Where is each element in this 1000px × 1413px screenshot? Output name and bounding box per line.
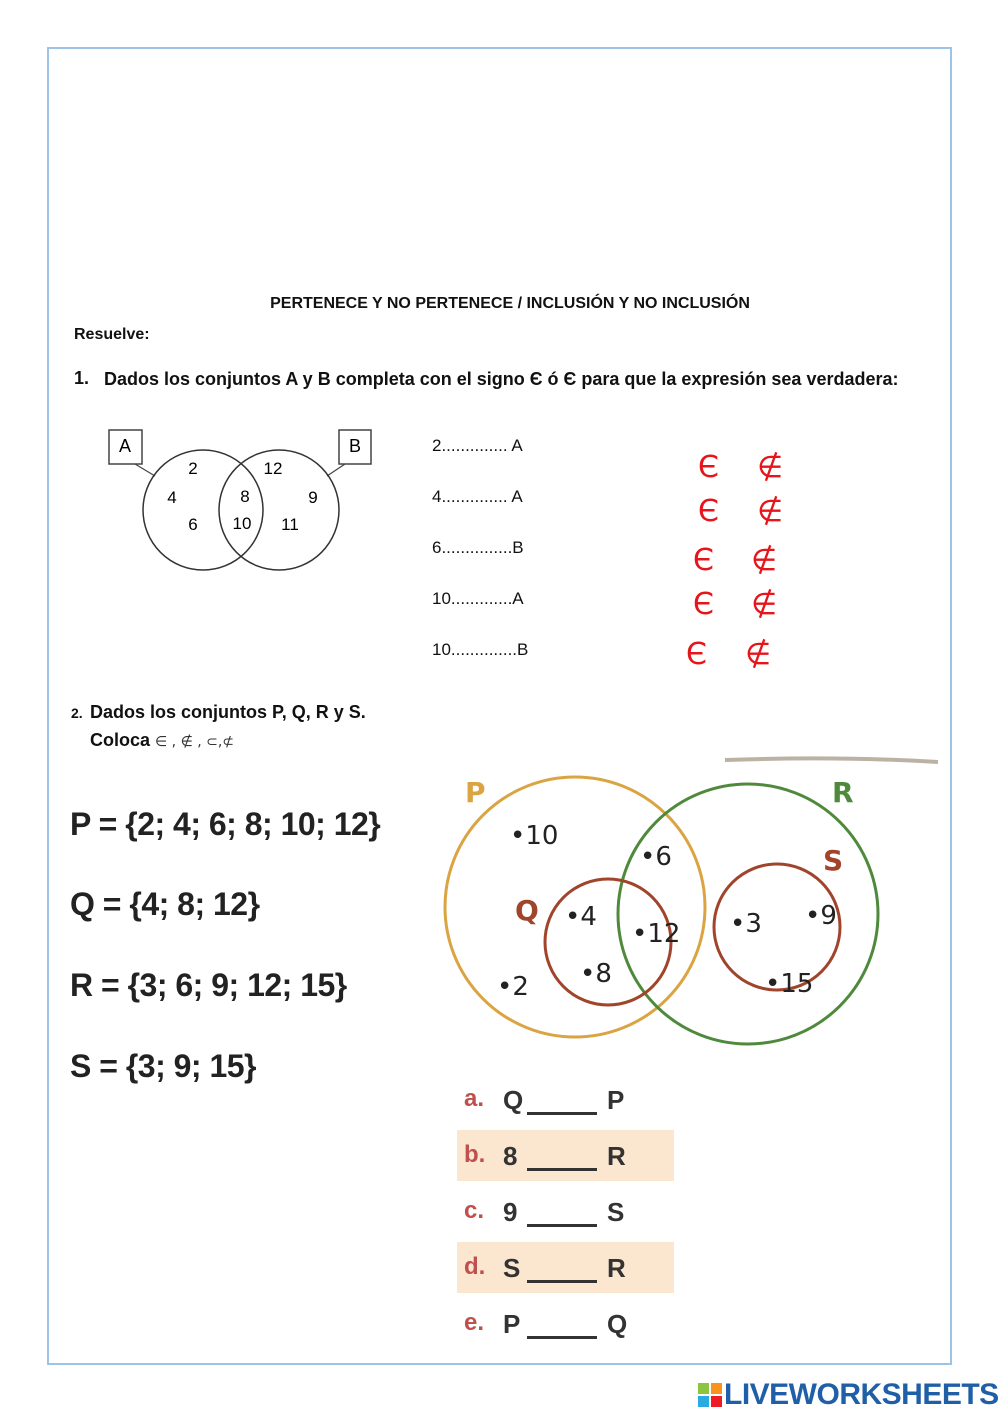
answer-row-d bbox=[457, 1242, 674, 1293]
set-s-definition: S = {3; 9; 15} bbox=[70, 1048, 256, 1084]
venn-element: •10 bbox=[510, 821, 559, 851]
question-1-text: Dados los conjuntos A y B completa con el signo Є ó Є para que la expresión sea verdadera: bbox=[104, 369, 899, 389]
venn-b-element: 11 bbox=[281, 515, 299, 534]
answer-right: R bbox=[607, 1253, 626, 1283]
set-q-definition: Q = {4; 8; 12} bbox=[70, 886, 260, 922]
venn-diagram-ab bbox=[105, 428, 375, 573]
instruction: Resuelve: bbox=[74, 326, 150, 343]
question-2-instruction bbox=[90, 730, 234, 751]
option-not-belongs[interactable]: ∉ bbox=[757, 450, 784, 485]
label-q: Q bbox=[515, 894, 539, 927]
liveworksheets-logo-icon bbox=[698, 1383, 722, 1407]
venn-element: •8 bbox=[580, 959, 612, 989]
answer-left: 8 bbox=[503, 1141, 518, 1171]
option-not-belongs[interactable]: ∉ bbox=[751, 543, 778, 578]
venn-element: •4 bbox=[565, 902, 597, 932]
label-s: S bbox=[823, 844, 844, 877]
brand-logo[interactable] bbox=[698, 1378, 999, 1412]
answer-letter: b. bbox=[464, 1141, 486, 1168]
venn-a-element: 2 bbox=[188, 459, 198, 478]
answer-left: S bbox=[503, 1253, 521, 1283]
option-not-belongs[interactable]: ∉ bbox=[751, 587, 778, 622]
page-title: PERTENECE Y NO PERTENECE / INCLUSIÓN Y NO INCLUSIÓN bbox=[270, 295, 750, 312]
place-symbols: ∈ , ∉ , ⊂,⊄ bbox=[155, 734, 235, 750]
venn-element: •2 bbox=[497, 972, 529, 1002]
expression: 6...............B bbox=[432, 538, 524, 557]
answer-right: P bbox=[607, 1085, 625, 1115]
answer-blank[interactable] bbox=[527, 1168, 597, 1171]
option-belongs[interactable]: Є bbox=[693, 587, 714, 622]
label-p: P bbox=[465, 776, 486, 809]
question-2-text: Dados los conjuntos P, Q, R y S. bbox=[90, 702, 366, 722]
expression: 2.............. A bbox=[432, 436, 523, 455]
answer-row-b bbox=[457, 1130, 674, 1181]
expression: 10..............B bbox=[432, 640, 529, 659]
venn-element: •15 bbox=[765, 969, 814, 999]
circle-a bbox=[143, 450, 263, 570]
venn-ab-element: 10 bbox=[232, 514, 252, 533]
answer-blank[interactable] bbox=[527, 1280, 597, 1283]
set-p-definition: P = {2; 4; 6; 8; 10; 12} bbox=[70, 806, 381, 842]
venn-a-element: 6 bbox=[188, 515, 198, 534]
venn-element: •9 bbox=[805, 901, 837, 931]
venn-element: •12 bbox=[632, 919, 681, 949]
venn-ab-element: 8 bbox=[240, 487, 250, 506]
answer-letter: d. bbox=[464, 1253, 486, 1280]
decorative-stroke bbox=[725, 758, 938, 762]
answer-row-a bbox=[457, 1074, 674, 1125]
label-a: A bbox=[118, 436, 132, 456]
venn-diagram-pqrs bbox=[440, 752, 940, 1057]
answer-letter: a. bbox=[464, 1085, 485, 1112]
expression: 10.............A bbox=[432, 589, 524, 608]
venn-element: •6 bbox=[640, 842, 672, 872]
question-1-number: 1. bbox=[74, 368, 90, 388]
expression: 4.............. A bbox=[432, 487, 523, 506]
answer-right: S bbox=[607, 1197, 625, 1227]
label-r: R bbox=[832, 776, 854, 809]
option-not-belongs[interactable]: ∉ bbox=[757, 494, 784, 529]
expression-list bbox=[432, 436, 528, 691]
answer-right: Q bbox=[607, 1309, 628, 1339]
label-b: B bbox=[348, 436, 362, 456]
answer-row-c bbox=[457, 1186, 674, 1237]
set-r-definition: R = {3; 6; 9; 12; 15} bbox=[70, 967, 347, 1003]
option-belongs[interactable]: Є bbox=[693, 543, 714, 578]
question-2-number: 2. bbox=[71, 705, 83, 721]
answer-left: 9 bbox=[503, 1197, 518, 1227]
answer-letter: c. bbox=[464, 1197, 485, 1224]
option-not-belongs[interactable]: ∉ bbox=[745, 637, 772, 672]
answer-right: R bbox=[607, 1141, 626, 1171]
venn-element: •3 bbox=[730, 909, 762, 939]
option-belongs[interactable]: Є bbox=[698, 450, 719, 485]
answer-blank[interactable] bbox=[527, 1112, 597, 1115]
venn-a-element: 4 bbox=[167, 488, 177, 507]
answer-left: P bbox=[503, 1309, 521, 1339]
brand-name: LIVEWORKSHEETS bbox=[724, 1378, 999, 1411]
answer-blank[interactable] bbox=[527, 1224, 597, 1227]
option-belongs[interactable]: Є bbox=[686, 637, 707, 672]
venn-b-element: 12 bbox=[263, 459, 283, 478]
place-label: Coloca bbox=[90, 730, 151, 750]
option-belongs[interactable]: Є bbox=[698, 494, 719, 529]
answer-letter: e. bbox=[464, 1309, 485, 1336]
answer-blank[interactable] bbox=[527, 1336, 597, 1339]
answer-left: Q bbox=[503, 1085, 524, 1115]
answer-row-e bbox=[457, 1298, 674, 1349]
venn-b-element: 9 bbox=[308, 488, 318, 507]
